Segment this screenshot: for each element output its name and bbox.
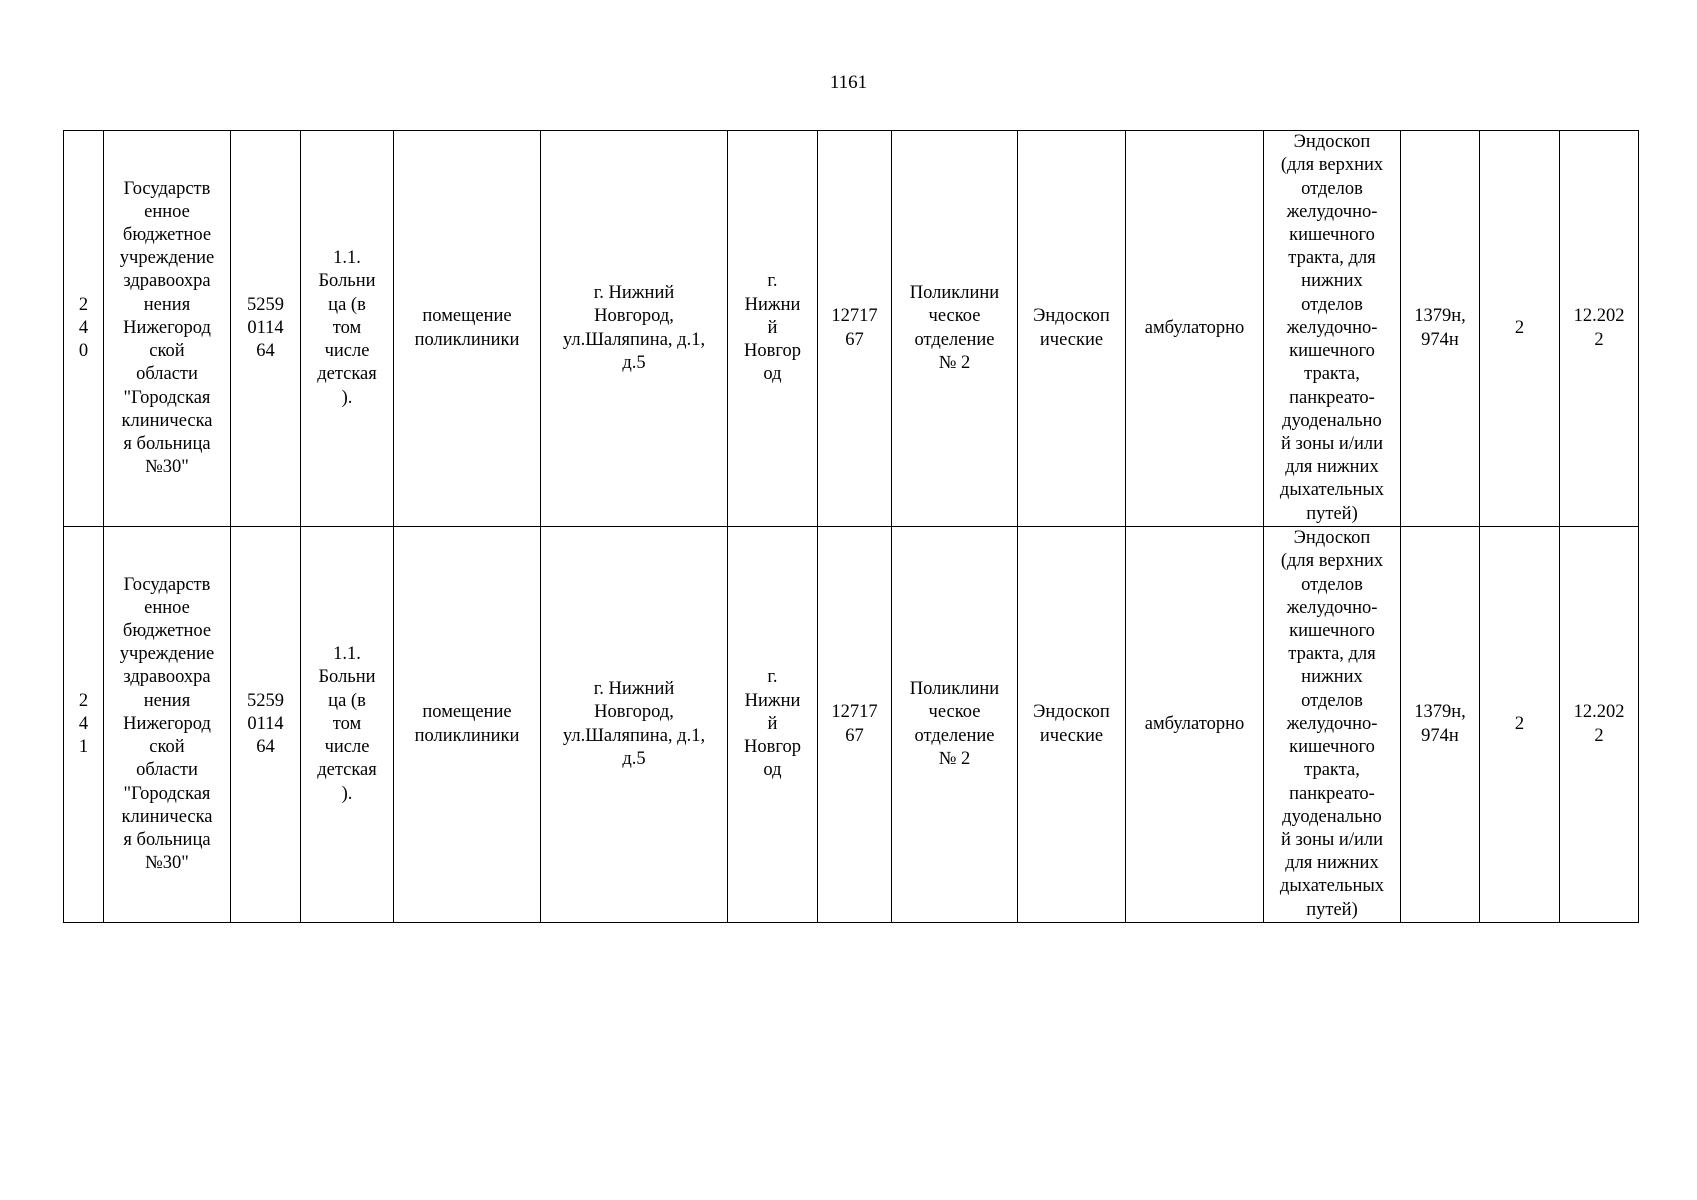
category: 1.1. Больни ца (в том числе детская ). bbox=[317, 644, 377, 804]
city-cell bbox=[728, 527, 818, 923]
care-mode: амбулаторно bbox=[1144, 317, 1245, 338]
orders-cell bbox=[1401, 527, 1480, 923]
address: г. Нижний Новгород, ул.Шаляпина, д.1, д.5 bbox=[562, 283, 706, 373]
address-cell bbox=[541, 527, 728, 923]
inn: 5259 0114 64 bbox=[247, 690, 284, 758]
profile: Эндоскоп ические bbox=[1033, 306, 1110, 350]
date: 12.202 2 bbox=[1573, 702, 1625, 746]
quantity: 2 bbox=[1514, 317, 1525, 338]
date-cell bbox=[1560, 131, 1639, 527]
category-cell bbox=[301, 527, 394, 923]
code-cell bbox=[818, 527, 892, 923]
equipment-cell bbox=[1264, 131, 1401, 527]
city: г. Нижни й Новгор од bbox=[744, 667, 801, 781]
organization-cell bbox=[104, 131, 231, 527]
address: г. Нижний Новгород, ул.Шаляпина, д.1, д.5 bbox=[562, 679, 706, 769]
inn: 5259 0114 64 bbox=[247, 294, 284, 362]
date-cell bbox=[1560, 527, 1639, 923]
department-cell bbox=[892, 131, 1018, 527]
page-number: 1161 bbox=[829, 72, 868, 93]
orders-cell bbox=[1401, 131, 1480, 527]
premises: помещение поликлиники bbox=[414, 306, 520, 350]
row-number: 2 4 0 bbox=[78, 294, 89, 362]
premises: помещение поликлиники bbox=[414, 702, 520, 746]
organization-name: Государств енное бюджетное учреждение здравоохра нения Нижегород ской области "Городская клиническа я больница №30" bbox=[119, 574, 215, 874]
equipment-cell bbox=[1264, 527, 1401, 923]
mode-cell bbox=[1126, 131, 1264, 527]
city: г. Нижни й Новгор од bbox=[744, 271, 801, 385]
orders: 1379н, 974н bbox=[1414, 306, 1466, 350]
orders: 1379н, 974н bbox=[1414, 702, 1466, 746]
city-cell bbox=[728, 131, 818, 527]
inn-cell bbox=[231, 527, 301, 923]
quantity-cell bbox=[1480, 527, 1560, 923]
row-number-cell bbox=[64, 131, 104, 527]
department: Поликлини ческое отделение № 2 bbox=[909, 679, 1000, 769]
organization-name: Государств енное бюджетное учреждение здравоохра нения Нижегород ской области "Городская клиническа я больница №30" bbox=[119, 178, 215, 478]
code: 12717 67 bbox=[831, 702, 878, 746]
mode-cell bbox=[1126, 527, 1264, 923]
quantity-cell bbox=[1480, 131, 1560, 527]
row-number-cell bbox=[64, 527, 104, 923]
date: 12.202 2 bbox=[1573, 306, 1625, 350]
organization-cell bbox=[104, 527, 231, 923]
premises-cell bbox=[394, 131, 541, 527]
category-cell bbox=[301, 131, 394, 527]
profile: Эндоскоп ические bbox=[1033, 702, 1110, 746]
equipment: Эндоскоп (для верхних отделов желудочно- кишечного тракта, для нижних отделов желудочно- кишечного тракта, панкреато- дуоденально й зоны и/или для нижних дыхательных путей) bbox=[1279, 528, 1385, 920]
row-number: 2 4 1 bbox=[78, 690, 89, 758]
registry-table bbox=[63, 130, 1639, 923]
inn-cell bbox=[231, 131, 301, 527]
care-mode: амбулаторно bbox=[1144, 713, 1245, 734]
quantity: 2 bbox=[1514, 713, 1525, 734]
table-row bbox=[64, 131, 1639, 527]
table-row bbox=[64, 527, 1639, 923]
department: Поликлини ческое отделение № 2 bbox=[909, 283, 1000, 373]
profile-cell bbox=[1018, 527, 1126, 923]
equipment: Эндоскоп (для верхних отделов желудочно- кишечного тракта, для нижних отделов желудочно- кишечного тракта, панкреато- дуоденально й зоны и/или для нижних дыхательных путей) bbox=[1279, 132, 1385, 524]
code: 12717 67 bbox=[831, 306, 878, 350]
code-cell bbox=[818, 131, 892, 527]
address-cell bbox=[541, 131, 728, 527]
department-cell bbox=[892, 527, 1018, 923]
premises-cell bbox=[394, 527, 541, 923]
category: 1.1. Больни ца (в том числе детская ). bbox=[317, 248, 377, 408]
profile-cell bbox=[1018, 131, 1126, 527]
